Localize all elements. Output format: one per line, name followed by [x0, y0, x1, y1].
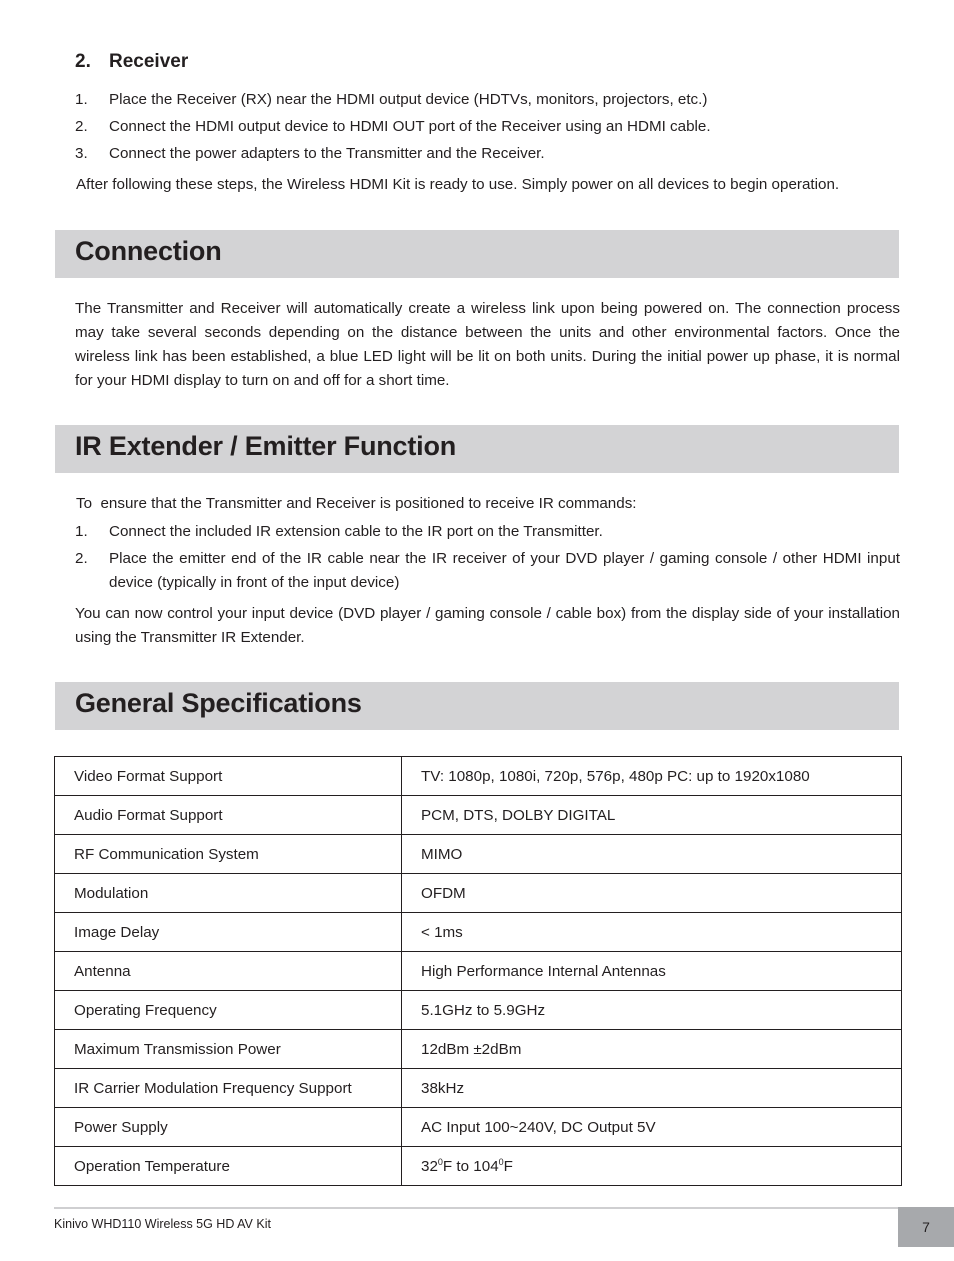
degree-mark: 0: [437, 1157, 443, 1167]
spec-key: Antenna: [55, 952, 402, 991]
spec-value: < 1ms: [402, 913, 902, 952]
specs-header-band: [55, 682, 899, 730]
ir-outro: You can now control your input device (DVD player / gaming console / cable box) from the display side of your installation using the Transmitter IR Extender.: [75, 605, 900, 646]
spec-key: Operating Frequency: [55, 991, 402, 1030]
spec-value: 12dBm ±2dBm: [402, 1030, 902, 1069]
spec-value: [402, 1147, 902, 1186]
table-row: [55, 757, 902, 796]
step-number: 1.: [75, 91, 88, 108]
footer-product-name: Kinivo WHD110 Wireless 5G HD AV Kit: [54, 1217, 271, 1231]
step-number: 2.: [75, 118, 88, 135]
step-text: Connect the included IR extension cable to the IR port on the Transmitter.: [109, 523, 603, 540]
connection-title: Connection: [75, 236, 222, 266]
spec-value: High Performance Internal Antennas: [402, 952, 902, 991]
footer-divider: [54, 1207, 900, 1209]
ir-step-2: [75, 547, 900, 595]
connection-header-band: [55, 230, 899, 278]
degree-mark: 0: [498, 1157, 504, 1167]
table-row: [55, 913, 902, 952]
table-row: [55, 835, 902, 874]
temp-low-value: 32: [421, 1158, 438, 1175]
ir-header-band: [55, 425, 899, 473]
spec-key: Operation Temperature: [55, 1147, 402, 1186]
spec-key: Video Format Support: [55, 757, 402, 796]
spec-value: PCM, DTS, DOLBY DIGITAL: [402, 796, 902, 835]
spec-value: MIMO: [402, 835, 902, 874]
receiver-heading: [75, 51, 188, 73]
receiver-heading-text: Receiver: [109, 51, 189, 72]
receiver-step-1: [75, 88, 900, 112]
table-row: [55, 796, 902, 835]
receiver-step-2: [75, 115, 900, 139]
step-text: Connect the power adapters to the Transmitter and the Receiver.: [109, 145, 545, 162]
ir-intro: To ensure that the Transmitter and Receiver is positioned to receive IR commands:: [76, 495, 637, 512]
table-row: [55, 1108, 902, 1147]
step-number: 1.: [75, 523, 88, 540]
temp-unit: F: [503, 1158, 513, 1175]
receiver-step-3: [75, 142, 900, 166]
spec-value: AC Input 100~240V, DC Output 5V: [402, 1108, 902, 1147]
spec-value: 38kHz: [402, 1069, 902, 1108]
specs-table: [54, 756, 902, 1186]
receiver-heading-number: 2.: [75, 51, 91, 72]
table-row: [55, 1030, 902, 1069]
spec-value: OFDM: [402, 874, 902, 913]
spec-value: 5.1GHz to 5.9GHz: [402, 991, 902, 1030]
table-row: [55, 991, 902, 1030]
step-text: Connect the HDMI output device to HDMI OUT port of the Receiver using an HDMI cable.: [109, 118, 711, 135]
step-text: Place the emitter end of the IR cable near the IR receiver of your DVD player / gaming console / other HDMI input device (typically in front of the input device): [109, 550, 900, 591]
spec-key: Modulation: [55, 874, 402, 913]
spec-key: Image Delay: [55, 913, 402, 952]
connection-body: The Transmitter and Receiver will automatically create a wireless link upon being powered on. The connection process may take several seconds depending on the distance between the units and other environmental factors. Once the wireless link has been established, a blue LED light will be lit on both units. During the initial power up phase, it is normal for your HDMI display to turn on and off for a short time.: [75, 300, 900, 389]
spec-key: RF Communication System: [55, 835, 402, 874]
page-number: 7: [898, 1207, 954, 1247]
spec-key: Maximum Transmission Power: [55, 1030, 402, 1069]
step-text: Place the Receiver (RX) near the HDMI output device (HDTVs, monitors, projectors, etc.): [109, 91, 708, 108]
spec-key: IR Carrier Modulation Frequency Support: [55, 1069, 402, 1108]
table-row: [55, 1147, 902, 1186]
temp-range-text: F to 104: [442, 1158, 499, 1175]
receiver-after-text: After following these steps, the Wireless HDMI Kit is ready to use. Simply power on all devices to begin operation.: [76, 176, 840, 193]
step-number: 2.: [75, 550, 88, 567]
spec-key: Power Supply: [55, 1108, 402, 1147]
table-row: [55, 1069, 902, 1108]
specs-title: General Specifications: [75, 688, 362, 718]
step-number: 3.: [75, 145, 88, 162]
ir-title: IR Extender / Emitter Function: [75, 431, 457, 461]
table-row: [55, 952, 902, 991]
spec-value: TV: 1080p, 1080i, 720p, 576p, 480p PC: up to 1920x1080: [402, 757, 902, 796]
table-row: [55, 874, 902, 913]
spec-key: Audio Format Support: [55, 796, 402, 835]
ir-step-1: [75, 520, 900, 544]
